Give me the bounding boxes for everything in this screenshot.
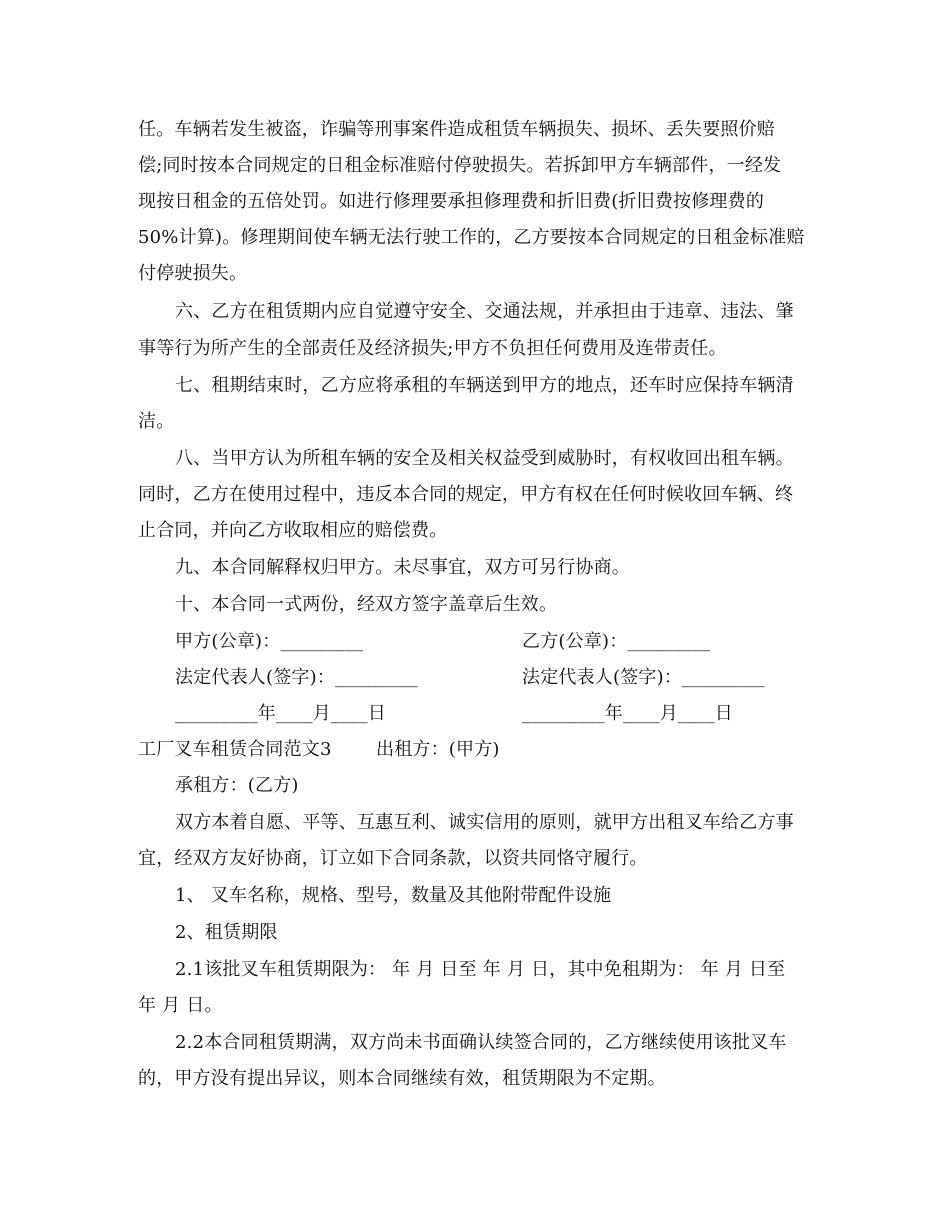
item-2-1: 2.1该批叉车租赁期限为： 年 月 日至 年 月 日，其中免租期为： 年 月 日至 bbox=[175, 959, 786, 980]
body-line: 止合同，并向乙方收取相应的赔偿费。 bbox=[138, 520, 448, 541]
lessee-label: 承租方：(乙方) bbox=[175, 775, 299, 796]
body-line: 洁。 bbox=[138, 411, 175, 432]
body-line: 宜，经双方友好协商，订立如下合同条款，以资共同恪守履行。 bbox=[138, 848, 648, 869]
clause-10: 十、本合同一式两份，经双方签字盖章后生效。 bbox=[175, 594, 558, 615]
item-2: 2、租赁期限 bbox=[175, 922, 278, 943]
body-line: 50%计算)。修理期间使车辆无法行驶工作的，乙方要按本合同规定的日租金标准赔 bbox=[138, 227, 805, 248]
lessor-label: 出租方：(甲方) bbox=[376, 739, 500, 760]
body-line: 事等行为所产生的全部责任及经济损失;甲方不负担任何费用及连带责任。 bbox=[138, 338, 727, 359]
clause-7: 七、租期结束时，乙方应将承租的车辆送到甲方的地点，还车时应保持车辆清 bbox=[175, 375, 794, 396]
body-line: 的，甲方没有提出异议，则本合同继续有效，租赁期限为不定期。 bbox=[138, 1068, 666, 1089]
clause-6: 六、乙方在租赁期内应自觉遵守安全、交通法规，并承担由于违章、违法、肇 bbox=[175, 301, 794, 322]
body-line: 任。车辆若发生被盗，诈骗等刑事案件造成租赁车辆损失、损坏、丢失要照价赔 bbox=[138, 119, 775, 140]
clause-9: 九、本合同解释权归甲方。未尽事宜，双方可另行协商。 bbox=[175, 557, 630, 578]
body-line: 年 月 日。 bbox=[138, 995, 223, 1016]
section-title: 工厂叉车租赁合同范文3 bbox=[138, 739, 332, 760]
party-b-representative: 法定代表人(签字)：_________ bbox=[522, 667, 765, 688]
party-a-seal: 甲方(公章)：_________ bbox=[175, 631, 364, 652]
body-line: 现按日租金的五倍处罚。如进行修理要承担修理费和折旧费(折旧费按修理费的 bbox=[138, 191, 765, 212]
item-1: 1、 叉车名称，规格、型号，数量及其他附带配件设施 bbox=[175, 885, 612, 906]
clause-8: 八、当甲方认为所租车辆的安全及相关权益受到威胁时，有权收回出租车辆。 bbox=[175, 448, 794, 469]
party-a-date: _________年____月____日 bbox=[175, 703, 386, 724]
body-line: 偿;同时按本合同规定的日租金标准赔付停驶损失。若拆卸甲方车辆部件，一经发 bbox=[138, 155, 782, 176]
party-b-seal: 乙方(公章)：_________ bbox=[522, 631, 711, 652]
body-line: 双方本着自愿、平等、互惠互利、诚实信用的原则，就甲方出租叉车给乙方事 bbox=[175, 812, 794, 833]
party-b-date: _________年____月____日 bbox=[522, 703, 733, 724]
body-line: 付停驶损失。 bbox=[138, 263, 248, 284]
item-2-2: 2.2本合同租赁期满，双方尚未书面确认续签合同的，乙方继续使用该批叉车 bbox=[175, 1032, 787, 1053]
body-line: 同时，乙方在使用过程中，违反本合同的规定，甲方有权在任何时候收回车辆、终 bbox=[138, 484, 794, 505]
party-a-representative: 法定代表人(签字)：_________ bbox=[175, 667, 418, 688]
